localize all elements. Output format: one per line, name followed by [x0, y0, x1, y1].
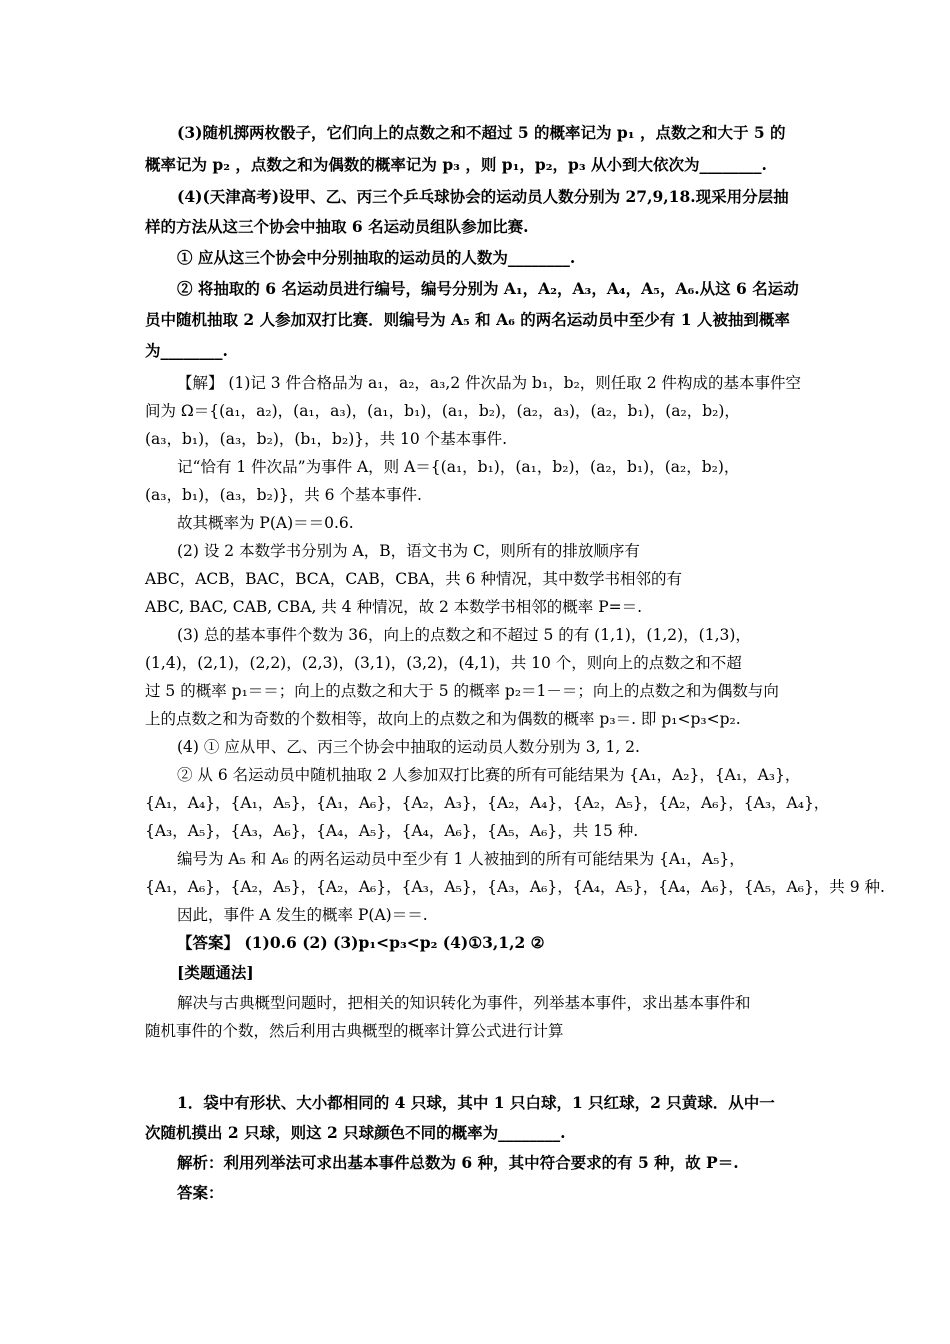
problem-4-part-1: ① 应从这三个协会中分别抽取的运动员的人数为________.: [177, 248, 576, 267]
solution-3-line-1: (3) 总的基本事件个数为 36，向上的点数之和不超过 5 的有 (1,1)，(1,2)，(1,3)，: [177, 626, 751, 644]
solution-1-line-1: 【解】 (1)记 3 件合格品为 a₁，a₂，a₃,2 件次品为 b₁，b₂，则任取 2 件构成的基本事件空: [177, 374, 802, 392]
exercise-1-line-2: 次随机摸出 2 只球，则这 2 只球颜色不同的概率为________.: [145, 1123, 566, 1142]
method-text-line-2: 随机事件的个数，然后利用古典概型的概率计算公式进行计算: [145, 1022, 564, 1040]
problem-4-part-2-line-3: 为________.: [145, 341, 228, 360]
solution-2-line-1: (2) 设 2 本数学书分别为 A，B，语文书为 C，则所有的排放顺序有: [177, 542, 640, 560]
solution-4-line-1: (4) ① 应从甲、乙、丙三个协会中抽取的运动员人数分别为 3, 1, 2.: [177, 738, 640, 756]
solution-4-line-4: {A₃，A₅}，{A₃，A₆}，{A₄，A₅}，{A₄，A₆}，{A₅，A₆}，共 15 种.: [145, 822, 639, 840]
solution-4-line-3: {A₁，A₄}，{A₁，A₅}，{A₁，A₆}，{A₂，A₃}，{A₂，A₄}，{A₂，A₅}，{A₂，A₆}，{A₃，A₄}，: [145, 794, 830, 812]
exercise-1-line-1: 1．袋中有形状、大小都相同的 4 只球，其中 1 只白球，1 只红球，2 只黄球．从中一: [177, 1093, 775, 1112]
solution-2-line-3: ABC, BAC, CAB, CBA, 共 4 种情况，故 2 本数学书相邻的概率 P=＝.: [145, 598, 643, 616]
exercise-1-answer: 答案：: [177, 1183, 224, 1202]
solution-3-line-2: (1,4)，(2,1)，(2,2)，(2,3)，(3,1)，(3,2)，(4,1)，共 10 个，则向上的点数之和不超: [145, 654, 742, 672]
problem-4-part-2-line-2: 员中随机抽取 2 人参加双打比赛．则编号为 A₅ 和 A₆ 的两名运动员中至少有 1 人被抽到概率: [145, 310, 790, 329]
solution-4-line-5: 编号为 A₅ 和 A₆ 的两名运动员中至少有 1 人被抽到的所有可能结果为 {A₁，A₅}，: [177, 850, 745, 868]
problem-4-part-2-line-1: ② 将抽取的 6 名运动员进行编号，编号分别为 A₁，A₂，A₃，A₄，A₅，A₆.从这 6 名运动: [177, 279, 799, 298]
answer-line: 【答案】 (1)0.6 (2) (3)p₁<p₃<p₂ (4)①3,1,2 ②: [177, 933, 545, 952]
solution-1-line-5: (a₃，b₁)，(a₃，b₂)}，共 6 个基本事件.: [145, 486, 422, 504]
method-heading: [类题通法]: [177, 963, 254, 982]
problem-3-line-1: (3)随机掷两枚骰子，它们向上的点数之和不超过 5 的概率记为 p₁ ，点数之和大于 5 的: [177, 123, 786, 142]
solution-4-line-7: 因此，事件 A 发生的概率 P(A)＝＝.: [177, 906, 428, 924]
problem-4-line-2: 样的方法从这三个协会中抽取 6 名运动员组队参加比赛.: [145, 217, 529, 236]
problem-4-line-1: (4)(天津高考)设甲、乙、丙三个乒乓球协会的运动员人数分别为 27,9,18.现采用分层抽: [177, 187, 789, 206]
solution-4-line-6: {A₁，A₆}，{A₂，A₅}，{A₂，A₆}，{A₃，A₅}，{A₃，A₆}，{A₄，A₅}，{A₄，A₆}，{A₅，A₆}，共 9 种.: [145, 878, 885, 896]
solution-4-line-2: ② 从 6 名运动员中随机抽取 2 人参加双打比赛的所有可能结果为 {A₁，A₂}，{A₁，A₃}，: [177, 766, 801, 784]
solution-3-line-3: 过 5 的概率 p₁＝＝；向上的点数之和大于 5 的概率 p₂＝1－＝；向上的点数之和为偶数与向: [145, 682, 779, 700]
solution-3-line-4: 上的点数之和为奇数的个数相等，故向上的点数之和为偶数的概率 p₃＝. 即 p₁<p₃<p₂.: [145, 710, 741, 728]
solution-1-line-3: (a₃，b₁)，(a₃，b₂)，(b₁，b₂)}，共 10 个基本事件.: [145, 430, 508, 448]
solution-1-line-4: 记“恰有 1 件次品”为事件 A，则 A＝{(a₁，b₁)，(a₁，b₂)，(a₂，b₁)，(a₂，b₂)，: [177, 458, 740, 476]
method-text-line-1: 解决与古典概型问题时，把相关的知识转化为事件，列举基本事件，求出基本事件和: [177, 994, 751, 1012]
solution-2-line-2: ABC，ACB，BAC，BCA，CAB，CBA，共 6 种情况，其中数学书相邻的有: [145, 570, 682, 588]
exercise-1-analysis: 解析：利用列举法可求出基本事件总数为 6 种，其中符合要求的有 5 种，故 P＝.: [177, 1153, 739, 1172]
solution-1-line-2: 间为 Ω＝{(a₁，a₂)，(a₁，a₃)，(a₁，b₁)，(a₁，b₂)，(a₂，a₃)，(a₂，b₁)，(a₂，b₂)，: [145, 402, 740, 420]
solution-1-line-6: 故其概率为 P(A)＝＝0.6.: [177, 514, 354, 532]
problem-3-line-2: 概率记为 p₂ ，点数之和为偶数的概率记为 p₃ ，则 p₁，p₂，p₃ 从小到大依次为________.: [145, 155, 767, 174]
